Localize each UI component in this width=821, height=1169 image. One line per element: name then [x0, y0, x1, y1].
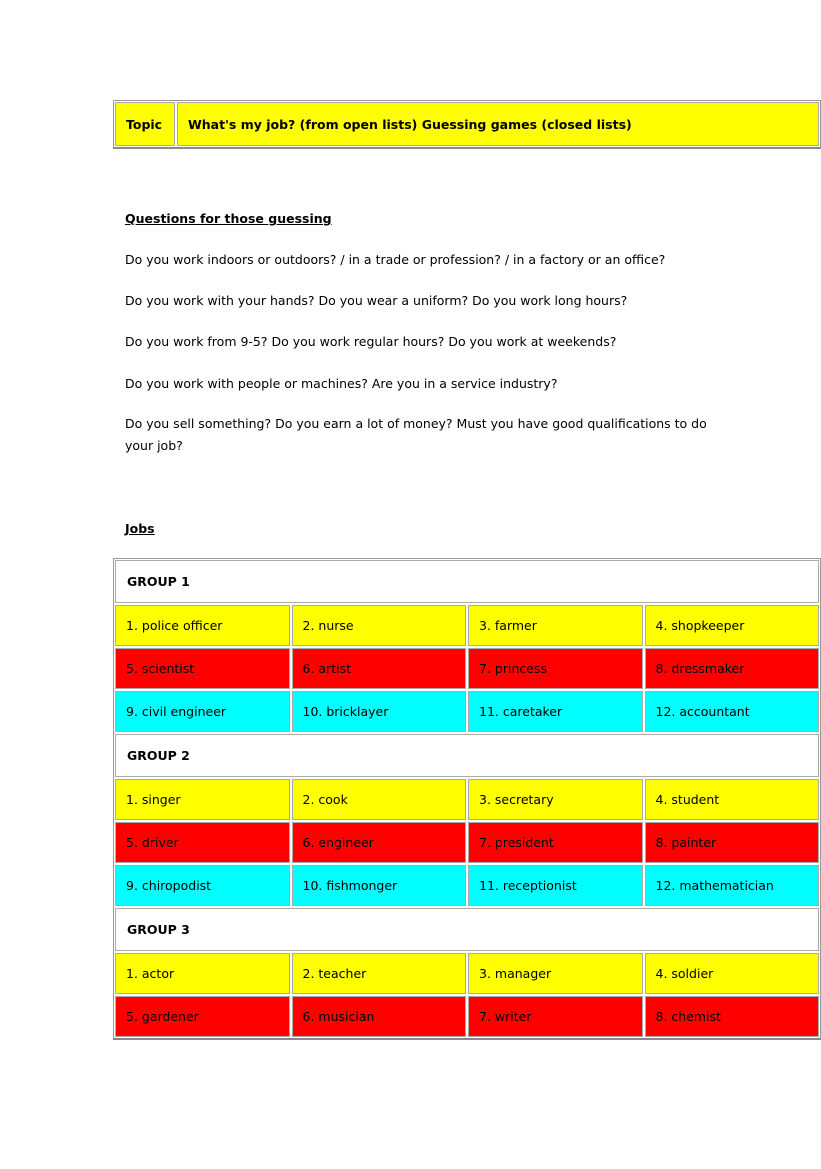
job-cell: 4. student [645, 779, 820, 820]
job-cell: 8. chemist [645, 996, 820, 1037]
table-row [114, 778, 820, 821]
job-cell: 6. musician [292, 996, 467, 1037]
job-cell: 5. driver [115, 822, 290, 863]
group-header: GROUP 1 [115, 560, 819, 603]
job-cell: 8. painter [645, 822, 820, 863]
topic-label: Topic [115, 102, 175, 146]
question-4: Do you work with people or machines? Are you in a service industry? [125, 376, 558, 391]
job-cell: 1. singer [115, 779, 290, 820]
job-cell: 7. president [468, 822, 643, 863]
job-cell: 11. receptionist [468, 865, 643, 906]
job-cell: 11. caretaker [468, 691, 643, 732]
job-cell: 1. police officer [115, 605, 290, 646]
job-cell: 6. artist [292, 648, 467, 689]
job-cell: 3. manager [468, 953, 643, 994]
table-row [114, 952, 820, 995]
job-cell: 3. secretary [468, 779, 643, 820]
job-cell: 2. teacher [292, 953, 467, 994]
job-cell: 9. civil engineer [115, 691, 290, 732]
question-1: Do you work indoors or outdoors? / in a trade or profession? / in a factory or an office? [125, 252, 666, 267]
job-cell: 5. gardener [115, 996, 290, 1037]
group-header: GROUP 3 [115, 908, 819, 951]
question-3: Do you work from 9-5? Do you work regular hours? Do you work at weekends? [125, 334, 617, 349]
job-cell: 5. scientist [115, 648, 290, 689]
job-cell: 1. actor [115, 953, 290, 994]
job-cell: 10. fishmonger [292, 865, 467, 906]
questions-heading: Questions for those guessing [125, 211, 332, 226]
table-row [114, 864, 820, 907]
job-cell: 7. princess [468, 648, 643, 689]
job-cell: 2. cook [292, 779, 467, 820]
table-row [114, 604, 820, 647]
question-2: Do you work with your hands? Do you wear a uniform? Do you work long hours? [125, 293, 628, 308]
job-cell: 4. shopkeeper [645, 605, 820, 646]
job-cell: 12. accountant [645, 691, 820, 732]
job-cell: 3. farmer [468, 605, 643, 646]
job-cell: 10. bricklayer [292, 691, 467, 732]
group-header: GROUP 2 [115, 734, 819, 777]
table-row [114, 690, 820, 733]
job-cell: 4. soldier [645, 953, 820, 994]
job-cell: 7. writer [468, 996, 643, 1037]
table-row [114, 647, 820, 690]
table-row [114, 821, 820, 864]
topic-table [113, 100, 821, 149]
job-cell: 8. dressmaker [645, 648, 820, 689]
job-cell: 12. mathematician [645, 865, 820, 906]
question-5: Do you sell something? Do you earn a lot of money? Must you have good qualifications to do your job? [125, 416, 707, 453]
job-cell: 6. engineer [292, 822, 467, 863]
jobs-heading: Jobs [125, 521, 155, 536]
jobs-table [113, 558, 821, 1040]
job-cell: 9. chiropodist [115, 865, 290, 906]
topic-value: What's my job? (from open lists) Guessing games (closed lists) [177, 102, 819, 146]
job-cell: 2. nurse [292, 605, 467, 646]
table-row [114, 995, 820, 1038]
